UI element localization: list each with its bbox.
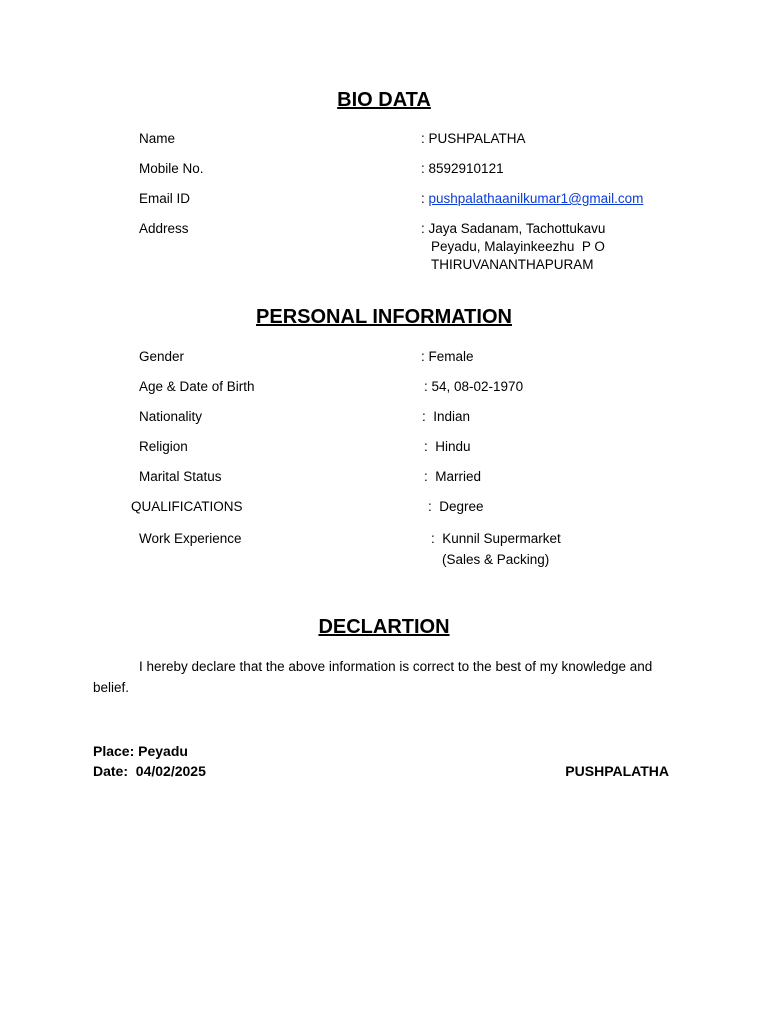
date-text: Date: 04/02/2025 — [93, 763, 206, 779]
nationality-value: : Indian — [422, 409, 471, 424]
work-value-line-2: (Sales & Packing) — [442, 552, 550, 567]
address-line-3: THIRUVANANTHAPURAM — [431, 257, 594, 272]
declaration-title: DECLARTION — [318, 616, 450, 638]
qualifications-value: : Degree — [428, 499, 484, 514]
religion-label: Religion — [139, 439, 188, 454]
age-label: Age & Date of Birth — [139, 379, 255, 394]
religion-value: : Hindu — [424, 439, 471, 454]
email-field — [421, 191, 643, 206]
email-label: Email ID — [139, 191, 191, 206]
email-prefix: : — [421, 191, 429, 206]
mobile-value: : 8592910121 — [421, 161, 504, 176]
name-label: Name — [139, 131, 176, 146]
signature-name: PUSHPALATHA — [565, 763, 669, 779]
address-line-1: : Jaya Sadanam, Tachottukavu — [421, 221, 606, 236]
mobile-label: Mobile No. — [139, 161, 204, 176]
marital-label: Marital Status — [139, 469, 222, 484]
qualifications-label: QUALIFICATIONS — [131, 499, 243, 514]
address-label: Address — [139, 221, 189, 236]
gender-value: : Female — [421, 349, 474, 364]
bio-data-title: BIO DATA — [337, 89, 431, 111]
gender-label: Gender — [139, 349, 185, 364]
age-value: : 54, 08-02-1970 — [424, 379, 524, 394]
place-text: Place: Peyadu — [93, 743, 188, 759]
work-label: Work Experience — [139, 531, 242, 546]
email-link[interactable]: pushpalathaanilkumar1@gmail.com — [428, 191, 644, 206]
address-line-2: Peyadu, Malayinkeezhu P O — [431, 239, 605, 254]
marital-value: : Married — [424, 469, 482, 484]
work-value-line-1: : Kunnil Supermarket — [431, 531, 561, 546]
declaration-text: I hereby declare that the above information is correct to the best of my knowledge and belief. — [93, 659, 653, 695]
nationality-label: Nationality — [139, 409, 203, 424]
personal-info-title: PERSONAL INFORMATION — [256, 306, 512, 328]
name-value: : PUSHPALATHA — [421, 131, 526, 146]
